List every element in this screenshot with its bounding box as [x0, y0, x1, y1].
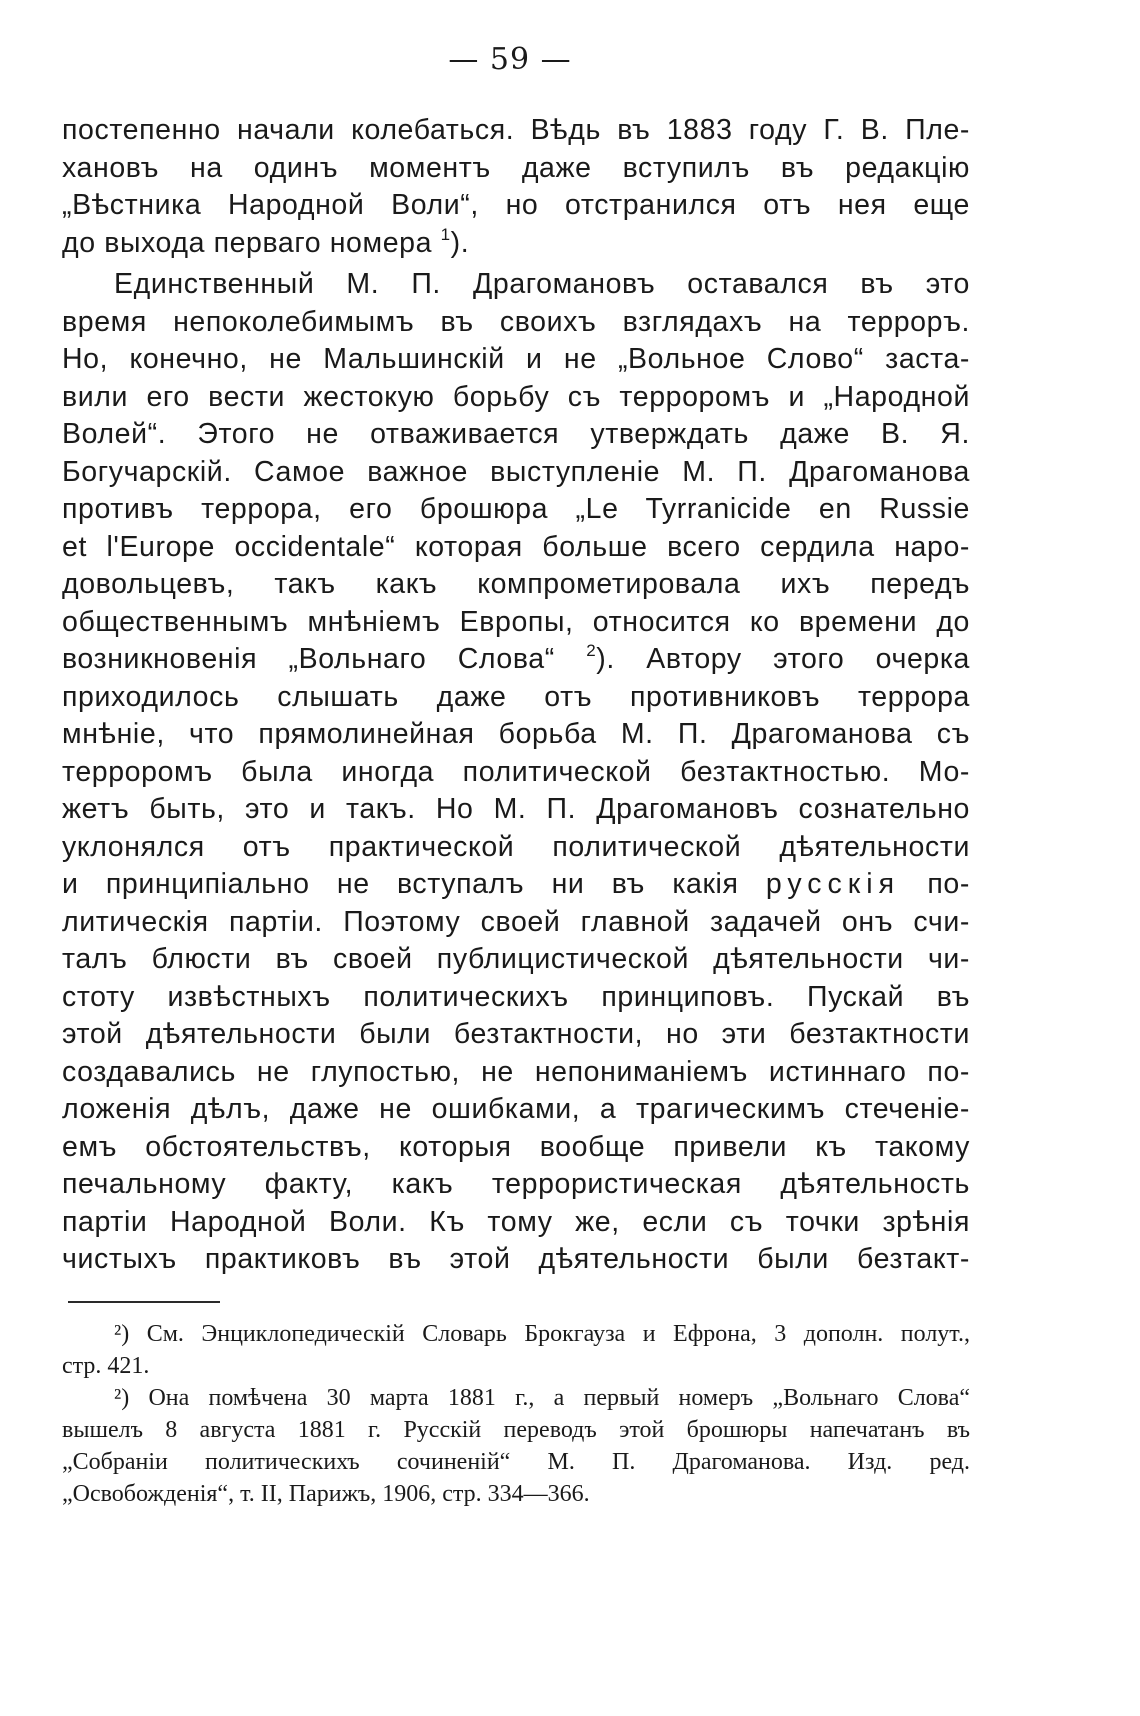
footnote-text: См. Энциклопедическій Словарь Брокгауза и Ефрона, 3 дополн. полут.,: [146, 1321, 970, 1347]
text-fragment: возникновенія „Вольнаго Слова“: [62, 643, 555, 675]
text-line: литическія партіи. Поэтому своей главной задачей онъ счи-: [62, 905, 970, 938]
text-line: общественнымъ мнѣніемъ Европы, относится ко времени до: [62, 605, 970, 638]
text-line: противъ террора, его брошюра „Le Tyrranicide en Russie: [62, 493, 970, 525]
footnote-line: „Освобожденія“, т. II, Парижъ, 1906, стр. 334—366.: [62, 1481, 590, 1507]
text-line: Но, конечно, не Мальшинскій и не „Вольное Слово“ заста-: [62, 343, 970, 375]
text-line: талъ блюсти въ своей публицистической дѣятельности чи-: [62, 943, 970, 975]
text-line: Богучарскій. Самое важное выступленіе М. П. Драгоманова: [62, 455, 970, 488]
text-line: мнѣніе, что прямолинейная борьба М. П. Драгоманова съ: [62, 718, 970, 750]
footnote-text: Она помѣчена 30 марта 1881 г., а первый номеръ „Вольнаго Слова“: [148, 1385, 971, 1411]
text-line: приходилось слышать даже отъ противниковъ террора: [62, 680, 970, 713]
text-line: чистыхъ практиковъ въ этой дѣятельности были безтакт-: [62, 1243, 970, 1275]
text-line: создавались не глупостью, не непониманіемъ истиннаго по-: [62, 1055, 970, 1088]
text-line: терроромъ была иногда политической безтактностью. Мо-: [62, 755, 970, 788]
footnote-divider: [68, 1301, 220, 1303]
footnote-marker: ²): [114, 1321, 130, 1347]
text-line: хановъ на одинъ моментъ даже вступилъ въ редакцію: [62, 151, 970, 184]
text-line: Единственный М. П. Драгомановъ оставался въ это: [114, 268, 970, 300]
text-line: ложенія дѣлъ, даже не ошибками, а трагическимъ стеченіе-: [62, 1093, 970, 1125]
text-fragment: и принципіально не вступалъ ни въ какія: [62, 868, 739, 900]
text-line: этой дѣятельности были безтактности, но эти безтактности: [62, 1018, 970, 1050]
text-line: печальному факту, какъ террористическая дѣятельность: [62, 1168, 970, 1200]
text-line: [62, 866, 970, 904]
footnote-line: [62, 1382, 970, 1414]
text-line: жетъ быть, это и такъ. Но М. П. Драгомановъ сознательно: [62, 793, 970, 825]
text-line: Волей“. Этого не отваживается утверждать даже В. Я.: [62, 418, 970, 450]
footnote-ref: 1: [440, 224, 451, 244]
text-line: „Вѣстника Народной Воли“, но отстранился отъ нея еще: [62, 189, 970, 221]
footnote-marker: ²): [114, 1385, 130, 1411]
text-fragment: ).: [450, 226, 470, 259]
text-line: довольцевъ, такъ какъ компрометировала ихъ передъ: [62, 568, 970, 600]
footnote-line: стр. 421.: [62, 1353, 150, 1379]
text-line: постепенно начали колебаться. Вѣдь въ 1883 году Г. В. Пле-: [62, 114, 970, 146]
text-line: вили его вести жестокую борьбу съ терроромъ и „Народной: [62, 380, 970, 413]
text-fragment: до выхода перваго номера: [62, 226, 433, 259]
text-line: партіи Народной Воли. Къ тому же, если съ точки зрѣнія: [62, 1205, 970, 1238]
footnote-line: вышелъ 8 августа 1881 г. Русскій переводъ этой брошюры напечатанъ въ: [62, 1417, 970, 1443]
text-line: et l'Europe occidentale“ которая больше всего сердила наро-: [62, 530, 970, 563]
text-line: стоту извѣстныхъ политическихъ принциповъ. Пускай въ: [62, 980, 970, 1013]
text-fragment: ). Автору этого очерка: [596, 643, 970, 675]
text-fragment: по-: [927, 868, 970, 900]
body-text: [62, 112, 970, 1279]
text-line: емъ обстоятельствъ, которыя вообще привели къ такому: [62, 1130, 970, 1163]
text-line: уклонялся отъ практической политической дѣятельности: [62, 830, 970, 863]
text-line: [62, 641, 970, 679]
text-line: [62, 225, 970, 263]
footnote-line: [62, 1318, 970, 1350]
emphasis-spaced: русскія: [765, 868, 901, 900]
footnotes: [62, 1318, 970, 1510]
footnote-line: „Собраніи политическихъ сочиненій“ М. П. Драгоманова. Изд. ред.: [62, 1449, 970, 1475]
page-number: — 59 —: [448, 42, 572, 77]
footnote-ref: 2: [586, 641, 597, 660]
text-line: время непоколебимымъ въ своихъ взглядахъ на терроръ.: [62, 305, 970, 338]
